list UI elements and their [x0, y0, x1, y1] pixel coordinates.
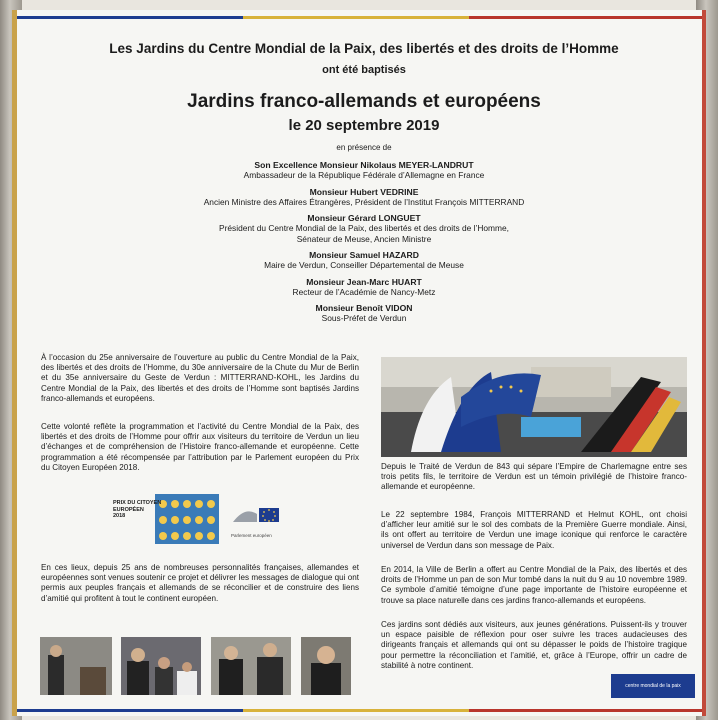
guest-role: Président du Centre Mondial de la Paix, des libertés et des droits de l’Homme, — [218, 223, 509, 233]
guest-item — [17, 277, 711, 298]
guest-role: Ancien Ministre des Affaires Étrangères, Président de l’Institut François MITTERRAND — [203, 196, 525, 207]
left-paragraph-2: Cette volonté reflète la programmation et l’activité du Centre Mondial de la Paix, des libertés et des droits de l’Homme pour offrir aux visiteurs du territoire de Verdun un lieu d’échanges et de compréhension de l’Histoire franco-allemande et européenne. Cette programmation a été récompensée par l’attribution par le Parlement européen du Prix du Citoyen Européen 2018. — [41, 422, 359, 472]
prize-label — [113, 500, 161, 520]
ceremony-photo — [381, 357, 687, 457]
guest-name: Monsieur Samuel HAZARD — [309, 250, 419, 260]
header-line-2: ont été baptisés — [322, 64, 406, 76]
plaque-title: Jardins franco-allemands et européens — [187, 91, 541, 112]
guest-name: Monsieur Benoît VIDON — [315, 303, 413, 313]
guest-role: Ambassadeur de la République Fédérale d’Allemagne en France — [243, 170, 485, 180]
parliament-label: Parlement européen — [231, 533, 272, 538]
guest-item — [17, 213, 711, 244]
prize-logo-image — [155, 494, 219, 544]
header-line-1: Les Jardins du Centre Mondial de la Paix, des libertés et des droits de l’Homme — [109, 41, 619, 56]
guest-name: Monsieur Hubert VEDRINE — [309, 186, 419, 197]
photo-thumbnail — [121, 637, 201, 695]
photo-thumbnail — [211, 637, 291, 695]
logo-text: centre mondial de la paix — [625, 683, 681, 689]
prize-label-line: 2018 — [113, 513, 126, 519]
guest-item — [17, 250, 711, 271]
guest-name: Monsieur Gérard LONGUET — [307, 213, 421, 223]
guest-role: Maire de Verdun, Conseiller Départemental de Meuse — [264, 260, 464, 270]
guest-role: Sénateur de Meuse, Ancien Ministre — [296, 233, 432, 244]
centre-mondial-logo — [611, 674, 695, 698]
photo-thumbnail — [301, 637, 351, 695]
left-paragraph-1: À l’occasion du 25e anniversaire de l’ouverture au public du Centre Mondial de la Paix, des libertés et des droits de l’Homme, du 30e anniversaire de la Chute du Mur de Berlin et du 35e anniversaire du Geste de Verdun : MITTERRAND-KOHL, les Jardins du Centre Mondial de la Paix, des libertés et des droits de l’Homme sont baptisés Jardins franco-allemands et européens. — [41, 353, 359, 403]
presence-label: en présence de — [336, 143, 392, 152]
left-paragraph-3: En ces lieux, depuis 25 ans de nombreuses personnalités françaises, allemandes et européennes sont venues soutenir ce projet et délivrer les messages de dialogue qui ont permis aux peuples français et allemands de se réconcilier et de construire des liens d’amitié qui profitent à tout le continent européen. — [41, 563, 359, 603]
plaque-panel — [12, 10, 706, 716]
photo-thumbnail — [40, 637, 112, 695]
guest-item — [17, 303, 711, 324]
guest-item — [17, 187, 711, 208]
right-paragraph-3: En 2014, la Ville de Berlin a offert au Centre Mondial de la Paix, des libertés et des droits de l’Homme un pan de son Mur tombé dans la nuit du 9 au 10 novembre 1989. Ce symbole d’amitié témoigne d’une page importante de l’histoire européenne et trouve sa place naturelle dans ces jardins franco-allemands et européens. — [381, 565, 687, 605]
guest-name: Son Excellence Monsieur Nikolaus MEYER-LANDRUT — [254, 160, 474, 170]
guest-role: Recteur de l’Académie de Nancy-Metz — [292, 286, 436, 297]
guest-list — [17, 160, 711, 324]
guest-role: Sous-Préfet de Verdun — [321, 313, 407, 323]
prize-label-line: PRIX DU CITOYEN — [113, 500, 162, 506]
right-paragraph-1: Depuis le Traité de Verdun de 843 qui sépare l’Empire de Charlemagne entre ses trois petits fils, le territoire de Verdun est un témoin privilégié de l’histoire franco-allemande et européenne. — [381, 462, 687, 492]
plaque-date: le 20 septembre 2019 — [288, 117, 440, 134]
european-parliament-logo — [231, 504, 283, 536]
guest-name: Monsieur Jean-Marc HUART — [306, 276, 422, 287]
prize-label-line: EUROPÉEN — [113, 506, 144, 513]
right-paragraph-4: Ces jardins sont dédiés aux visiteurs, aux jeunes générations. Puissent-ils y trouver un espace paisible de réflexion pour oser suivre les traces audacieuses des dirigeants français et allemands qui ont su dépasser le poids de l’histoire tragique pour permettre la réconciliation et l’amitié, et, grâce à l’Europe, offrir un cadre de stabilité à notre continent. — [381, 620, 687, 670]
right-paragraph-2: Le 22 septembre 1984, François MITTERRAND et Helmut KOHL, ont choisi d’afficher leur amitié sur le sol des combats de la Première Guerre mondiale. Ainsi, ils ont offert au territoire de Verdun une image iconique qui renforce le caractère universel de Verdun dans son message de Paix. — [381, 510, 687, 550]
guest-item — [17, 160, 711, 181]
